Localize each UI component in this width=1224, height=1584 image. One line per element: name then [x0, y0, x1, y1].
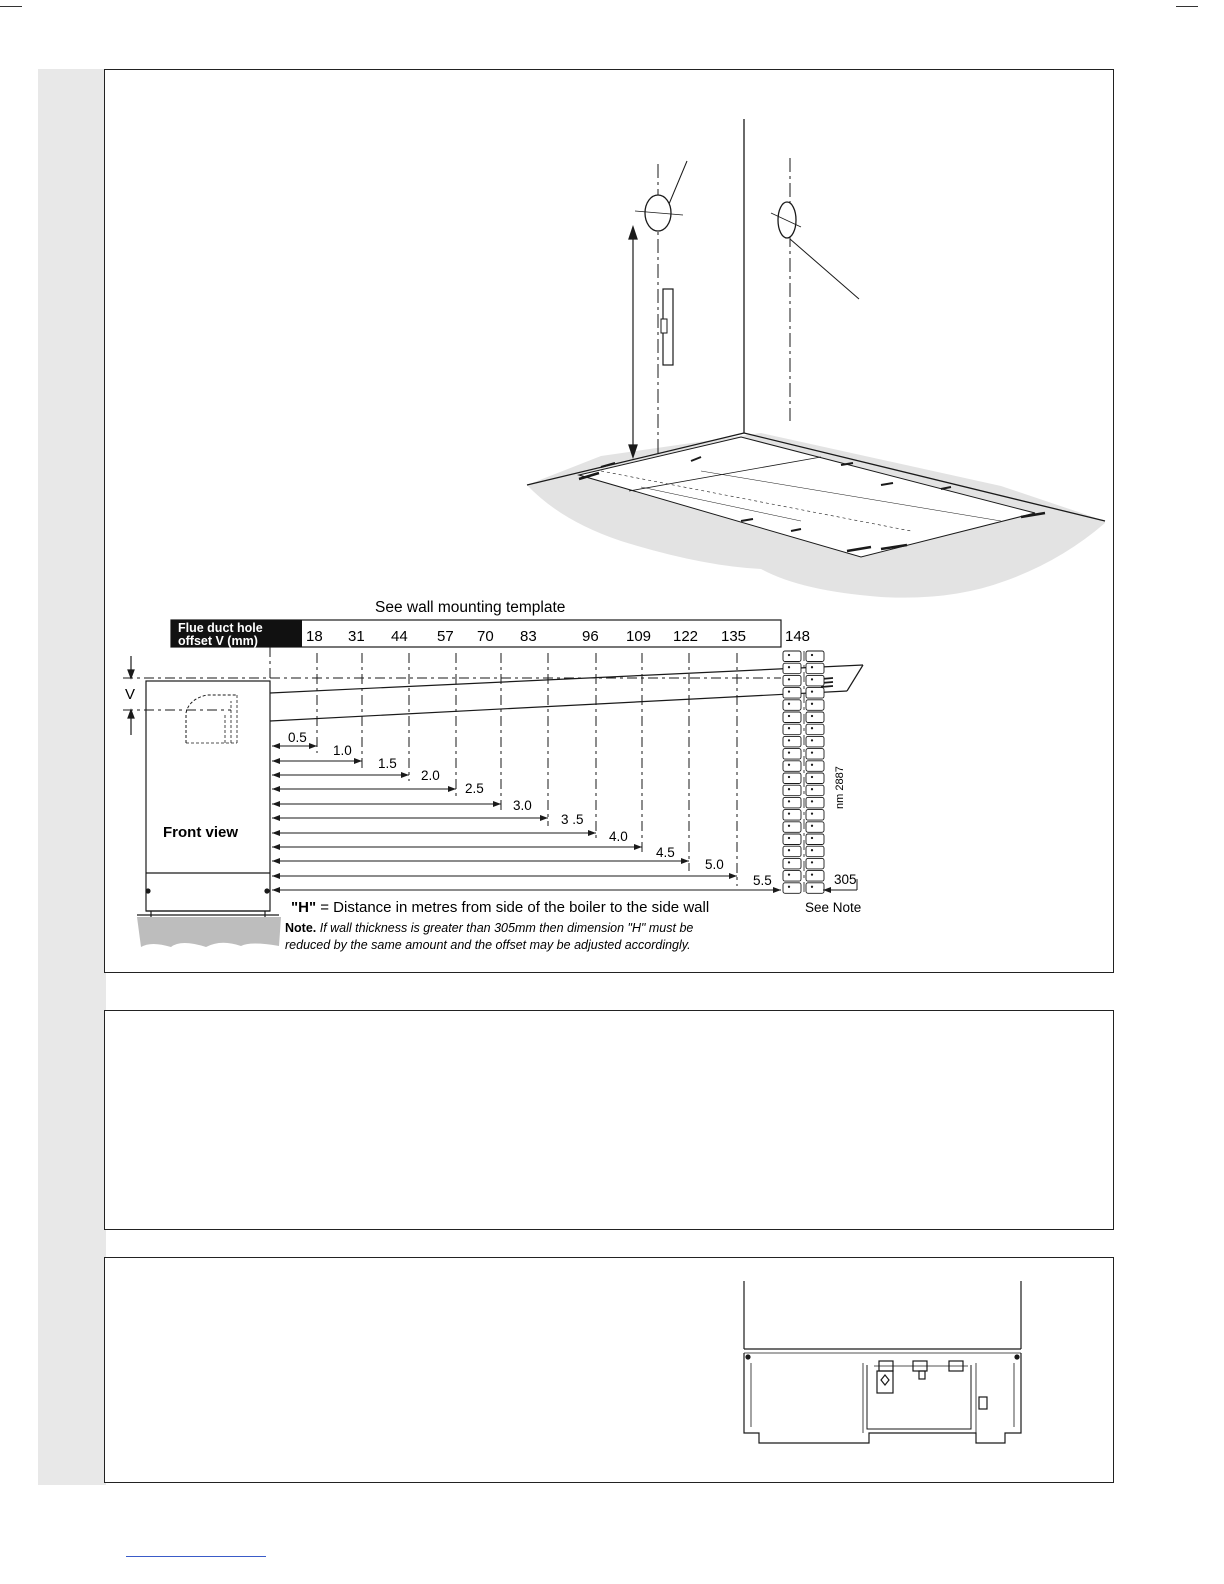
brick-texture [788, 691, 789, 692]
brick-texture [788, 801, 789, 802]
distance-label: 2.5 [465, 781, 484, 796]
offset-value: 83 [520, 628, 537, 645]
brick [783, 736, 801, 747]
brick [806, 736, 824, 747]
brick-texture [811, 740, 812, 741]
brick-texture [811, 728, 812, 729]
brick-texture [811, 679, 812, 680]
brick [806, 761, 824, 772]
brick-texture [788, 728, 789, 729]
brick-texture [811, 813, 812, 814]
brick-texture [788, 752, 789, 753]
brick-texture [788, 764, 789, 765]
distance-label: 3 .5 [561, 812, 584, 827]
distance-label: 2.0 [421, 768, 440, 783]
brick [806, 785, 824, 796]
offset-value: 31 [348, 628, 365, 645]
crop-mark-left [0, 6, 22, 7]
brick [783, 724, 801, 735]
brick-texture [788, 850, 789, 851]
offset-value: 148 [785, 628, 811, 645]
offset-value: 57 [437, 628, 454, 645]
brick-texture [811, 667, 812, 668]
brick-texture [811, 862, 812, 863]
brick-texture [811, 764, 812, 765]
boiler-base-diagram [105, 1258, 1113, 1482]
brick [783, 700, 801, 711]
brick-texture [788, 776, 789, 777]
template-title: See wall mounting template [375, 599, 566, 616]
brick [806, 663, 824, 674]
flue-diagram [105, 70, 1113, 972]
brick [783, 688, 801, 699]
brick [783, 773, 801, 784]
flue-installation-panel [104, 69, 1114, 973]
see-note: See Note [805, 900, 862, 915]
brick [806, 822, 824, 833]
figure-ref: nm 2887 [834, 766, 846, 809]
offset-value: 135 [721, 628, 747, 645]
brick [783, 810, 801, 821]
brick [806, 858, 824, 869]
brick [806, 810, 824, 821]
brick [783, 785, 801, 796]
brick-texture [788, 667, 789, 668]
wall-thickness: 305 [834, 872, 857, 887]
brick [783, 663, 801, 674]
distance-label: 3.0 [513, 798, 532, 813]
offset-header-line1: Flue duct hole [178, 621, 263, 635]
brick-texture [811, 825, 812, 826]
brick-texture [788, 789, 789, 790]
distance-label: 1.5 [378, 756, 397, 771]
brick-texture [811, 715, 812, 716]
note-line2: reduced by the same amount and the offset may be adjusted accordingly. [285, 938, 691, 952]
brick [783, 712, 801, 723]
offset-table [171, 599, 810, 648]
brick-texture [788, 740, 789, 741]
empty-panel [104, 1010, 1114, 1230]
brick [806, 712, 824, 723]
brick-texture [811, 691, 812, 692]
brick-texture [788, 825, 789, 826]
brick-texture [788, 813, 789, 814]
boiler-base-panel [104, 1257, 1114, 1483]
note-line1: If wall thickness is greater than 305mm then dimension "H" must be [316, 921, 694, 935]
brick [806, 724, 824, 735]
brick-texture [811, 752, 812, 753]
brick [806, 834, 824, 845]
brick [806, 773, 824, 784]
brick-texture [788, 837, 789, 838]
brick [783, 761, 801, 772]
offset-header-line2: offset V (mm) [178, 634, 258, 648]
offset-value: 44 [391, 628, 408, 645]
brick-texture [788, 703, 789, 704]
crop-mark-right [1176, 6, 1198, 7]
footer-link-underline[interactable] [126, 1556, 266, 1557]
distance-label: 5.5 [753, 873, 772, 888]
brick [783, 797, 801, 808]
h-definition [291, 899, 709, 916]
v-label: V [125, 686, 136, 703]
brick-texture [788, 862, 789, 863]
offset-value: 109 [626, 628, 652, 645]
brick [806, 675, 824, 686]
brick-texture [811, 850, 812, 851]
brick-texture [788, 654, 789, 655]
brick-texture [811, 789, 812, 790]
offset-value: 122 [673, 628, 699, 645]
brick [806, 883, 824, 894]
brick [806, 688, 824, 699]
brick [783, 883, 801, 894]
brick-texture [811, 776, 812, 777]
distance-label: 5.0 [705, 857, 724, 872]
h-definition-text: = Distance in metres from side of the boiler to the side wall [316, 899, 710, 916]
distance-labels [288, 730, 772, 888]
offset-value: 18 [306, 628, 323, 645]
note-label: Note. [285, 921, 317, 935]
brick [783, 858, 801, 869]
brick-texture [788, 679, 789, 680]
brick [783, 651, 801, 662]
brick-texture [788, 874, 789, 875]
brick [806, 651, 824, 662]
brick [806, 749, 824, 760]
brick [783, 675, 801, 686]
brick-texture [811, 703, 812, 704]
brick-texture [811, 801, 812, 802]
brick [783, 871, 801, 882]
brick-texture [811, 654, 812, 655]
left-margin-bar [38, 69, 106, 1485]
brick [783, 834, 801, 845]
brick [783, 822, 801, 833]
front-view-label: Front view [163, 824, 239, 841]
brick-texture [811, 874, 812, 875]
offset-value: 96 [582, 628, 599, 645]
brick-texture [788, 886, 789, 887]
wall-thickness-note [285, 921, 693, 935]
distance-label: 4.0 [609, 829, 628, 844]
offset-value: 70 [477, 628, 494, 645]
distance-label: 0.5 [288, 730, 307, 745]
brick-texture [811, 886, 812, 887]
brick-texture [811, 837, 812, 838]
distance-label: 1.0 [333, 743, 352, 758]
brick-wall [783, 651, 824, 893]
brick [783, 749, 801, 760]
brick [783, 846, 801, 857]
distance-label: 4.5 [656, 845, 675, 860]
h-symbol: "H" [291, 899, 317, 916]
brick-texture [788, 715, 789, 716]
brick [806, 700, 824, 711]
brick [806, 797, 824, 808]
room-illustration [527, 119, 1105, 598]
brick [806, 871, 824, 882]
brick [806, 846, 824, 857]
